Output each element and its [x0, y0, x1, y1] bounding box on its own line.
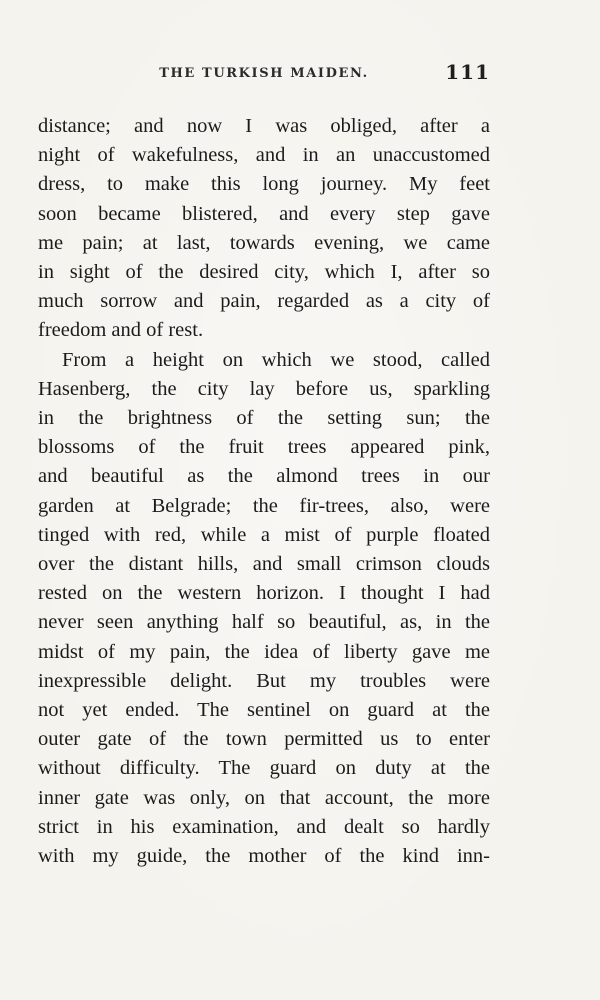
text-line: me pain; at last, towards evening, we came — [38, 231, 490, 254]
text-line: garden at Belgrade; the fir-trees, also, were — [38, 494, 490, 517]
text-line: much sorrow and pain, regarded as a city of — [38, 290, 490, 313]
text-line: in sight of the desired city, which I, after so — [38, 261, 490, 284]
text-line: rested on the western horizon. I thought I had — [38, 582, 490, 605]
text-line: over the distant hills, and small crimson clouds — [38, 553, 490, 576]
text-line: Hasenberg, the city lay before us, sparkling — [38, 377, 490, 400]
text-line: not yet ended. The sentinel on guard at the — [38, 699, 490, 722]
text-line: in the brightness of the setting sun; the — [38, 407, 490, 430]
text-line: soon became blistered, and every step gave — [38, 202, 490, 225]
page-number: 111 — [445, 60, 490, 84]
text-line: midst of my pain, the idea of liberty gave me — [38, 640, 490, 663]
text-line: and beautiful as the almond trees in our — [38, 465, 490, 488]
text-line: night of wakefulness, and in an unaccustomed — [38, 144, 490, 167]
text-line: From a height on which we stood, called — [62, 348, 490, 371]
text-line: never seen anything half so beautiful, as, in the — [38, 611, 490, 634]
text-line: blossoms of the fruit trees appeared pink, — [38, 436, 490, 459]
text-line: tinged with red, while a mist of purple floated — [38, 523, 490, 546]
text-line: inner gate was only, on that account, the more — [38, 786, 490, 809]
text-line: outer gate of the town permitted us to enter — [38, 728, 490, 751]
text-line: strict in his examination, and dealt so hardly — [38, 815, 490, 838]
text-line: inexpressible delight. But my troubles were — [38, 669, 490, 692]
running-title: THE TURKISH MAIDEN. — [159, 66, 369, 81]
body-text — [38, 112, 490, 871]
text-line: dress, to make this long journey. My feet — [38, 173, 490, 196]
text-line: with my guide, the mother of the kind inn- — [38, 845, 490, 868]
text-line: freedom and of rest. — [38, 319, 204, 342]
text-line: without difficulty. The guard on duty at the — [38, 757, 490, 780]
text-line: distance; and now I was obliged, after a — [38, 115, 490, 137]
running-head — [38, 60, 490, 90]
